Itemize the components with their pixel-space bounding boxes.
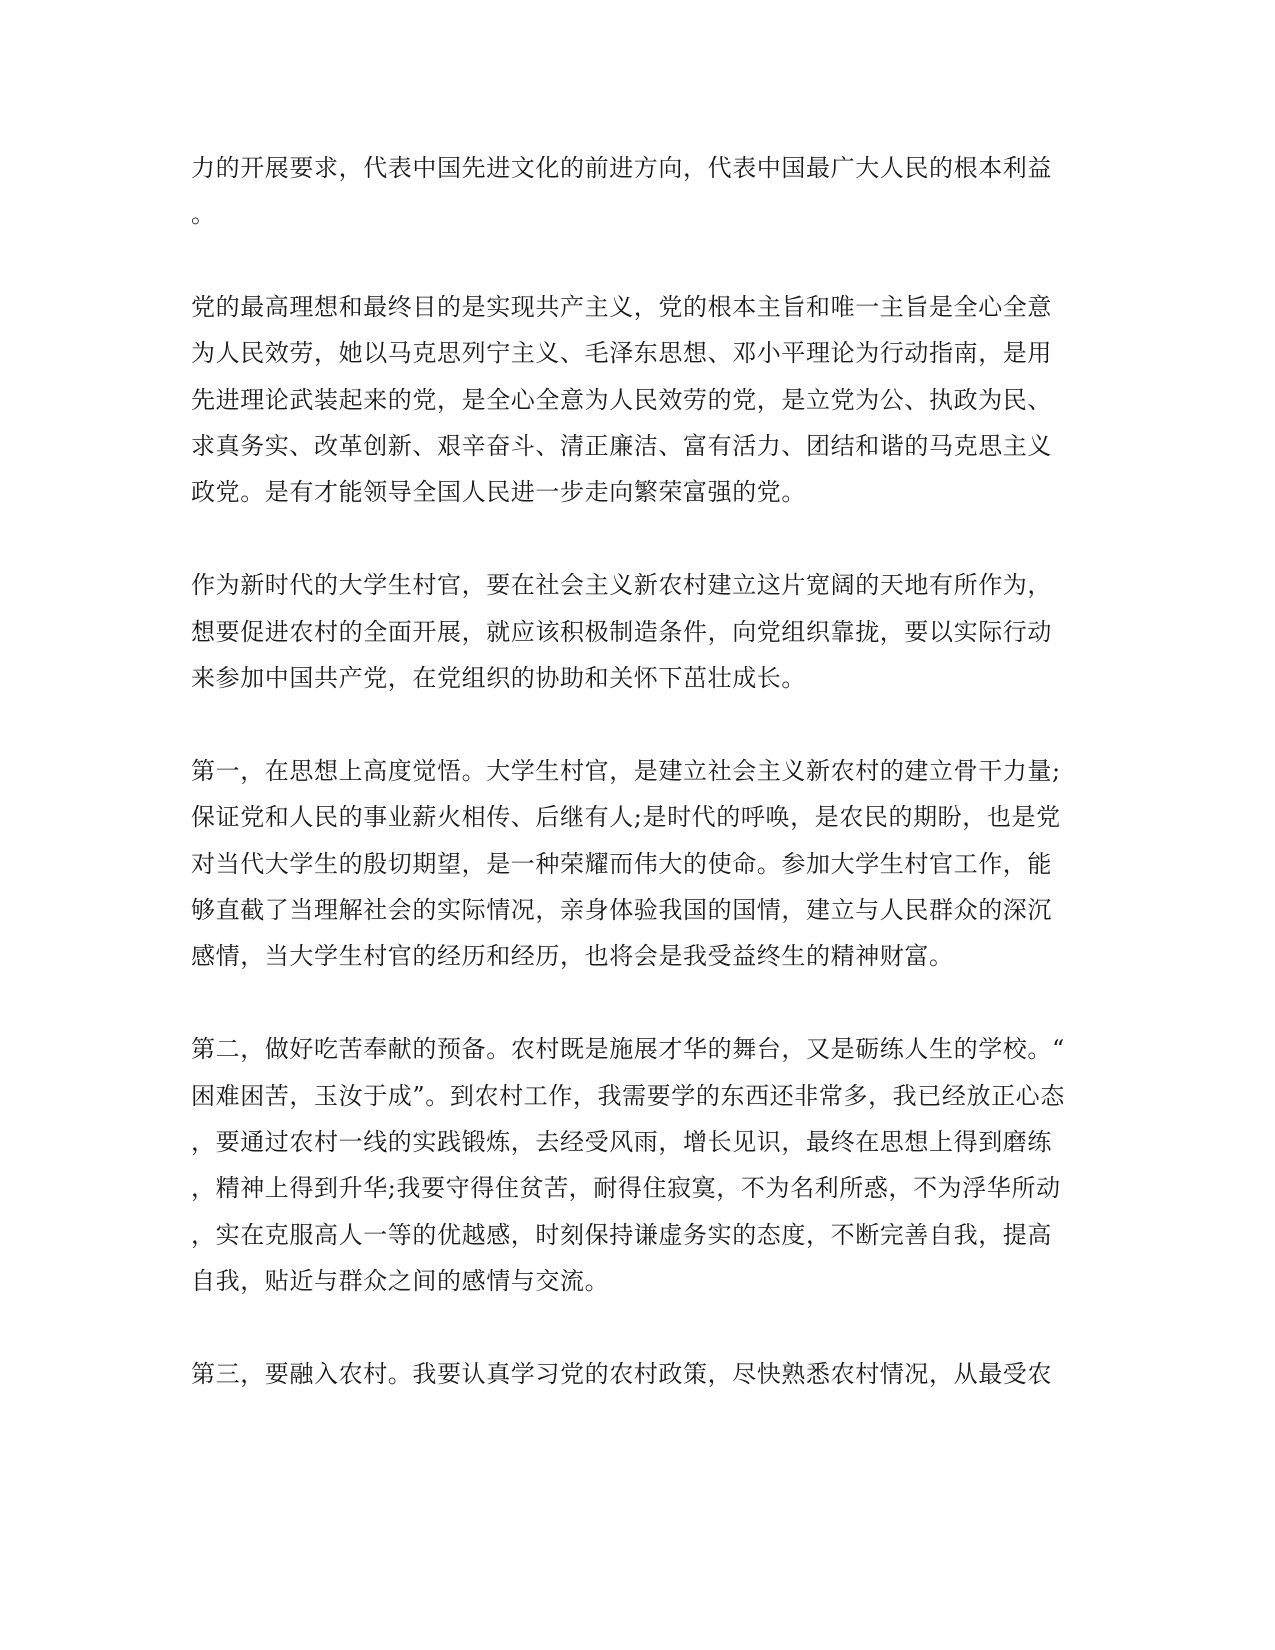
text-line: ，精神上得到升华;我要守得住贫苦，耐得住寂寞，不为名利所惑，不为浮华所动	[191, 1174, 1061, 1202]
text-line: ，要通过农村一线的实践锻炼，去经受风雨，增长见识，最终在思想上得到磨练	[191, 1128, 1052, 1156]
text-line: 力的开展要求，代表中国先进文化的前进方向，代表中国最广大人民的根本利益	[191, 154, 1052, 182]
text-line: 作为新时代的大学生村官，要在社会主义新农村建立这片宽阔的天地有所作为，	[191, 571, 1052, 599]
text-line: 第二，做好吃苦奉献的预备。农村既是施展才华的舞台，又是砺练人生的学校。“	[191, 1035, 1065, 1063]
text-line: 。	[191, 200, 216, 228]
text-line: 来参加中国共产党，在党组织的协助和关怀下茁壮成长。	[191, 664, 806, 692]
text-line: ，实在克服高人一等的优越感，时刻保持谦虚务实的态度，不断完善自我，提高	[191, 1221, 1052, 1249]
text-line: 够直截了当理解社会的实际情况，亲身体验我国的国情，建立与人民群众的深沉	[191, 896, 1052, 924]
text-line: 第一，在思想上高度觉悟。大学生村官，是建立社会主义新农村的建立骨干力量;	[191, 757, 1061, 785]
text-line: 第三，要融入农村。我要认真学习党的农村政策，尽快熟悉农村情况，从最受农	[191, 1360, 1052, 1388]
text-line: 对当代大学生的殷切期望，是一种荣耀而伟大的使命。参加大学生村官工作，能	[191, 850, 1052, 878]
text-line: 困难困苦，玉汝于成”。到农村工作，我需要学的东西还非常多，我已经放正心态	[191, 1082, 1065, 1110]
text-line: 政党。是有才能领导全国人民进一步走向繁荣富强的党。	[191, 478, 806, 506]
text-line: 先进理论武装起来的党，是全心全意为人民效劳的党，是立党为公、执政为民、	[191, 386, 1052, 414]
text-line: 党的最高理想和最终目的是实现共产主义，党的根本主旨和唯一主旨是全心全意	[191, 293, 1052, 321]
text-line: 保证党和人民的事业薪火相传、后继有人;是时代的呼唤，是农民的期盼，也是党	[191, 803, 1061, 831]
text-line: 为人民效劳，她以马克思列宁主义、毛泽东思想、邓小平理论为行动指南，是用	[191, 339, 1052, 367]
text-line: 想要促进农村的全面开展，就应该积极制造条件，向党组织靠拢，要以实际行动	[191, 618, 1052, 646]
text-line: 自我，贴近与群众之间的感情与交流。	[191, 1267, 610, 1295]
text-line: 感情，当大学生村官的经历和经历，也将会是我受益终生的精神财富。	[191, 942, 954, 970]
text-line: 求真务实、改革创新、艰辛奋斗、清正廉洁、富有活力、团结和谐的马克思主义	[191, 432, 1052, 460]
